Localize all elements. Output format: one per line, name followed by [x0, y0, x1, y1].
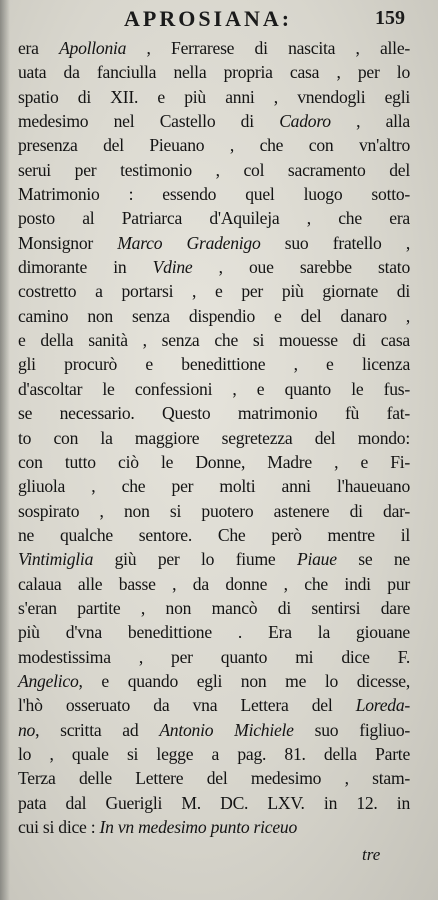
- text-run: più d'vna benedittione . Era la giouane: [18, 622, 410, 643]
- text-line: [18, 109, 410, 133]
- text-run: camino non senza dispendio e del danaro ,: [18, 305, 410, 326]
- text-run: lo , quale si legge a pag. 81. della Parte: [18, 743, 410, 764]
- italic-text: Marco Gradenigo: [117, 232, 261, 253]
- text-line: [18, 791, 410, 815]
- text-run: to con la maggiore segretezza del mondo:: [18, 427, 410, 448]
- text-line: [18, 206, 410, 230]
- text-run: ne qualche sentore. Che però mentre il: [18, 524, 410, 545]
- text-line: [18, 85, 410, 109]
- text-run: , e quando egli non me lo dicesse,: [78, 670, 410, 691]
- text-line: [18, 693, 410, 717]
- text-run: Matrimonio : essendo quel luogo sotto-: [18, 184, 410, 205]
- text-run: suo fratello ,: [260, 232, 410, 253]
- text-run: Terza delle Lettere del medesimo , stam-: [18, 768, 410, 789]
- text-run: cui si dice :: [18, 817, 100, 837]
- text-line: [18, 401, 410, 425]
- text-run: era: [18, 38, 60, 58]
- text-run: , scritta ad: [35, 719, 160, 740]
- italic-text: Loreda-: [355, 695, 410, 716]
- text-line: [18, 304, 410, 328]
- text-run: suo figliuo-: [293, 719, 411, 740]
- text-line: [18, 547, 410, 571]
- italic-text: Apollonia: [59, 38, 127, 58]
- italic-text: Antonio Michiele: [159, 719, 294, 740]
- running-head: [0, 4, 438, 38]
- text-line: [18, 279, 410, 303]
- text-run: serui per testimonio , col sacramento del: [18, 159, 410, 180]
- text-line: [18, 620, 410, 644]
- text-run: medesimo nel Castello di: [18, 111, 280, 132]
- text-line: [18, 499, 410, 523]
- text-run: giù per lo fiume: [93, 549, 297, 570]
- text-run: gli procurò e benedittione , e licenza: [18, 354, 410, 375]
- text-line: [18, 766, 410, 790]
- text-run: spatio di XII. e più anni , vnendogli egli: [18, 86, 410, 107]
- text-line: [18, 645, 410, 669]
- text-run: gliuola , che per molti anni l'haueuano: [18, 476, 410, 497]
- text-line: [18, 377, 410, 401]
- italic-text: In vn medesimo punto riceuo: [99, 817, 298, 837]
- text-run: dimorante in: [18, 257, 153, 278]
- page-number: 159: [375, 7, 405, 29]
- text-line: [18, 328, 410, 352]
- text-line: [18, 36, 410, 60]
- text-run: Monsignor: [18, 232, 118, 253]
- text-run: l'hò osseruato da vna Lettera del: [18, 695, 356, 716]
- text-line: [18, 352, 410, 376]
- text-run: sospirato , non si puotero astenere di dar-: [18, 500, 410, 521]
- text-run: , oue sarebbe stato: [192, 257, 410, 278]
- text-line: [18, 815, 410, 839]
- italic-text: no: [18, 719, 36, 740]
- text-run: d'ascoltar le confessioni , e quanto le fus-: [18, 378, 410, 399]
- text-line: [18, 231, 410, 255]
- text-run: e della sanità , senza che si mouesse di casa: [18, 330, 410, 351]
- text-line: [18, 426, 410, 450]
- text-run: costretto a portarsi , e per più giornate di: [18, 281, 410, 302]
- text-run: , Ferrarese di nascita , alle-: [126, 38, 410, 58]
- text-line: [18, 669, 410, 693]
- text-run: s'eran partite , non mancò di sentirsi dare: [18, 597, 410, 618]
- text-run: pata dal Guerigli M. DC. LXV. in 12. in: [18, 792, 410, 813]
- text-run: se necessario. Questo matrimonio fù fat-: [18, 403, 410, 424]
- text-line: [18, 133, 410, 157]
- text-line: [18, 718, 410, 742]
- text-line: [18, 450, 410, 474]
- text-line: [18, 60, 410, 84]
- text-line: [18, 596, 410, 620]
- italic-text: Piaue: [296, 549, 337, 570]
- text-line: [18, 158, 410, 182]
- italic-text: Vdine: [152, 257, 193, 278]
- text-run: presenza del Pieuano , che con vn'altro: [18, 135, 410, 156]
- text-run: posto al Patriarca d'Aquileja , che era: [18, 208, 410, 229]
- text-run: modestissima , per quanto mi dice F.: [18, 646, 410, 667]
- italic-text: Cadoro: [279, 111, 331, 132]
- italic-text: Angelico: [18, 670, 79, 691]
- italic-text: Vintimiglia: [18, 549, 94, 570]
- text-line: [18, 474, 410, 498]
- text-line: [18, 523, 410, 547]
- body-text: [18, 36, 410, 839]
- text-run: con tutto ciò le Donne, Madre , e Fi-: [18, 451, 410, 472]
- text-run: se ne: [336, 549, 410, 570]
- text-run: calaua alle basse , da donne , che indi pur: [18, 573, 410, 594]
- text-run: , alla: [330, 111, 410, 132]
- text-run: uata da fanciulla nella propria casa , per lo: [18, 62, 410, 83]
- page-gutter-shadow: [0, 0, 10, 900]
- running-head-title: APROSIANA:: [124, 6, 293, 31]
- catchword: tre: [362, 845, 381, 864]
- text-line: [18, 182, 410, 206]
- text-line: [18, 255, 410, 279]
- text-line: [18, 572, 410, 596]
- text-line: [18, 742, 410, 766]
